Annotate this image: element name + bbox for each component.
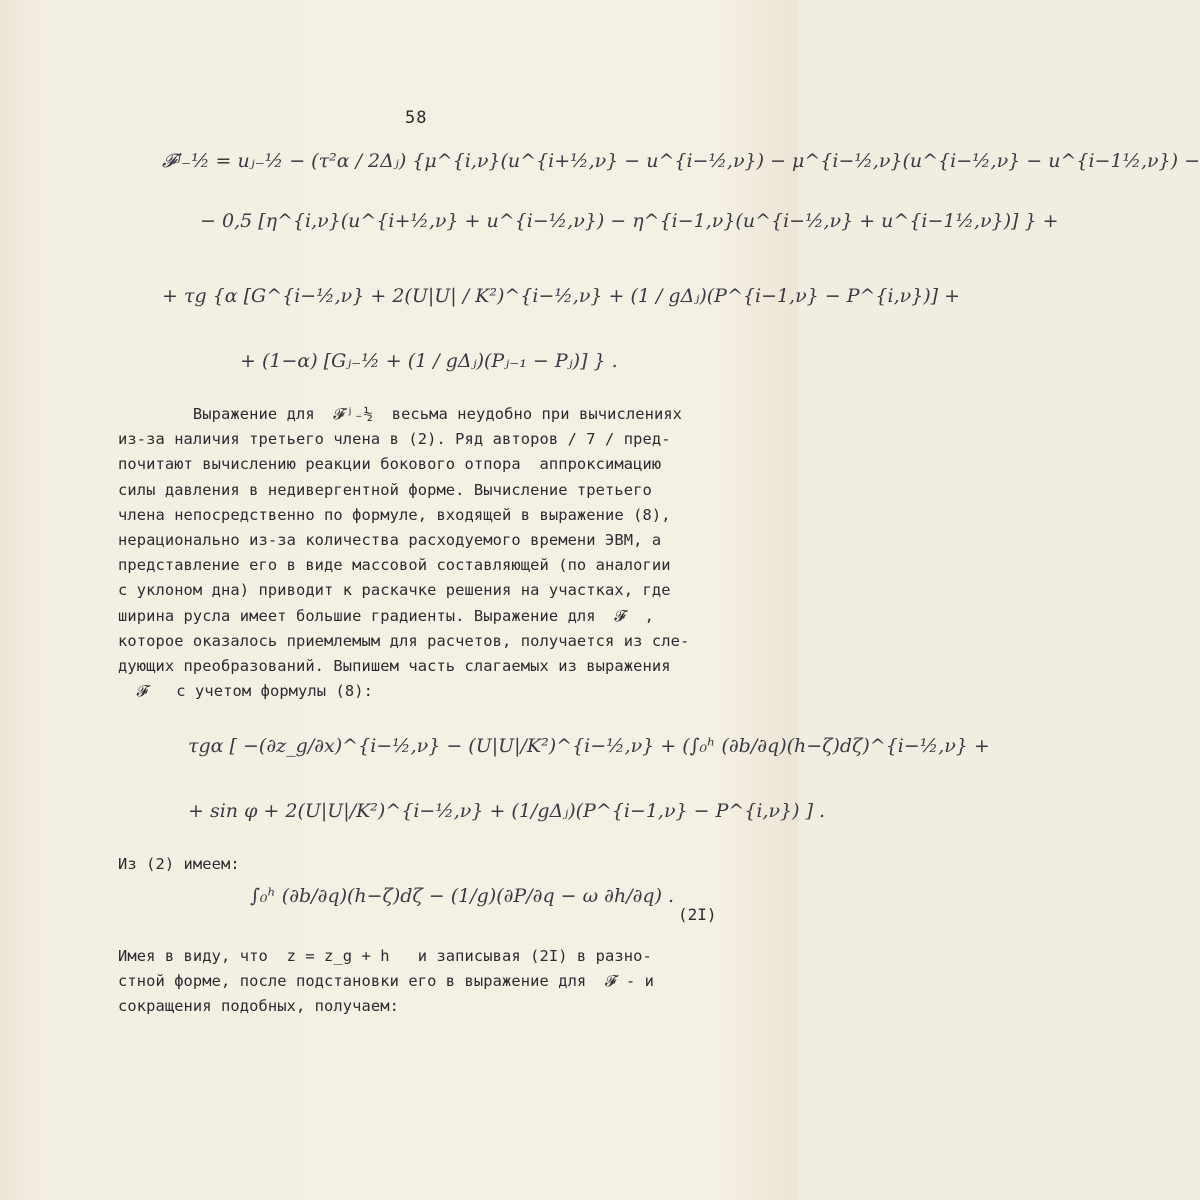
formula-equation-21: ∫₀ʰ (∂b/∂q)(h−ζ)dζ − (1/g)(∂P/∂q − ω ∂h/∂q) . [250,885,675,907]
formula-flux-line-1: 𝓕ʲ₋½ = uⱼ₋½ − (τ²α / 2Δⱼ) {μ^{i,ν}(u^{i+½,ν} − u^{i−½,ν}) − μ^{i−½,ν}(u^{i−½,ν} − u^{i−1½,ν}) − [162,150,1200,172]
formula-flux-line-2: − 0,5 [η^{i,ν}(u^{i+½,ν} + u^{i−½,ν}) − η^{i−1,ν}(u^{i−½,ν} + u^{i−1½,ν})] } + [200,210,1059,232]
paragraph-flux-discussion: Выражение для 𝓕ʲ₋½ весьма неудобно при вычислениях из-за наличия третьего члена в (2). Ряд авторов / 7 / пред- почитают вычислению реакции бокового отпора аппроксимацию силы давления в недивергентной форме. Вычисление третьего члена непосредственно по формуле, входящей в выражение (8), нерационально из-за количества расходуемого времени ЭВМ, а представление его в виде массовой составляющей (по аналогии с уклоном дна) приводит к раскачке решения на участках, где ширина русла имеет большие градиенты. Выражение для 𝓕 , которое оказалось приемлемым для расчетов, получается из сле- дующих преобразований. Выпишем часть слагаемых из выражения 𝓕 с учетом формулы (8): [118,405,690,701]
equation-number: (2I) [678,905,717,924]
formula-flux-line-3: + τg {α [G^{i−½,ν} + 2(U|U| / K²)^{i−½,ν} + (1 / gΔⱼ)(P^{i−1,ν} − P^{i,ν})] + [162,285,961,307]
paragraph-from-eq2: Из (2) имеем: [118,855,240,873]
page-number: 58 [405,108,428,128]
formula-flux-line-4: + (1−α) [Gⱼ₋½ + (1 / gΔⱼ)(Pⱼ₋₁ − Pⱼ)] } . [240,350,618,372]
formula-terms-line-1: τgα [ −(∂z_g/∂x)^{i−½,ν} − (U|U|/K²)^{i−½,ν} + (∫₀ʰ (∂b/∂q)(h−ζ)dζ)^{i−½,ν} + [188,735,990,757]
formula-terms-line-2: + sin φ + 2(U|U|/K²)^{i−½,ν} + (1/gΔⱼ)(P^{i−1,ν} − P^{i,ν}) ] . [188,800,826,822]
paragraph-substitution: Имея в виду, что z = z_g + h и записывая (2I) в разно- стной форме, после подстановки его в выражение для 𝓕 - и сокращения подобных, получаем: [118,947,654,1016]
